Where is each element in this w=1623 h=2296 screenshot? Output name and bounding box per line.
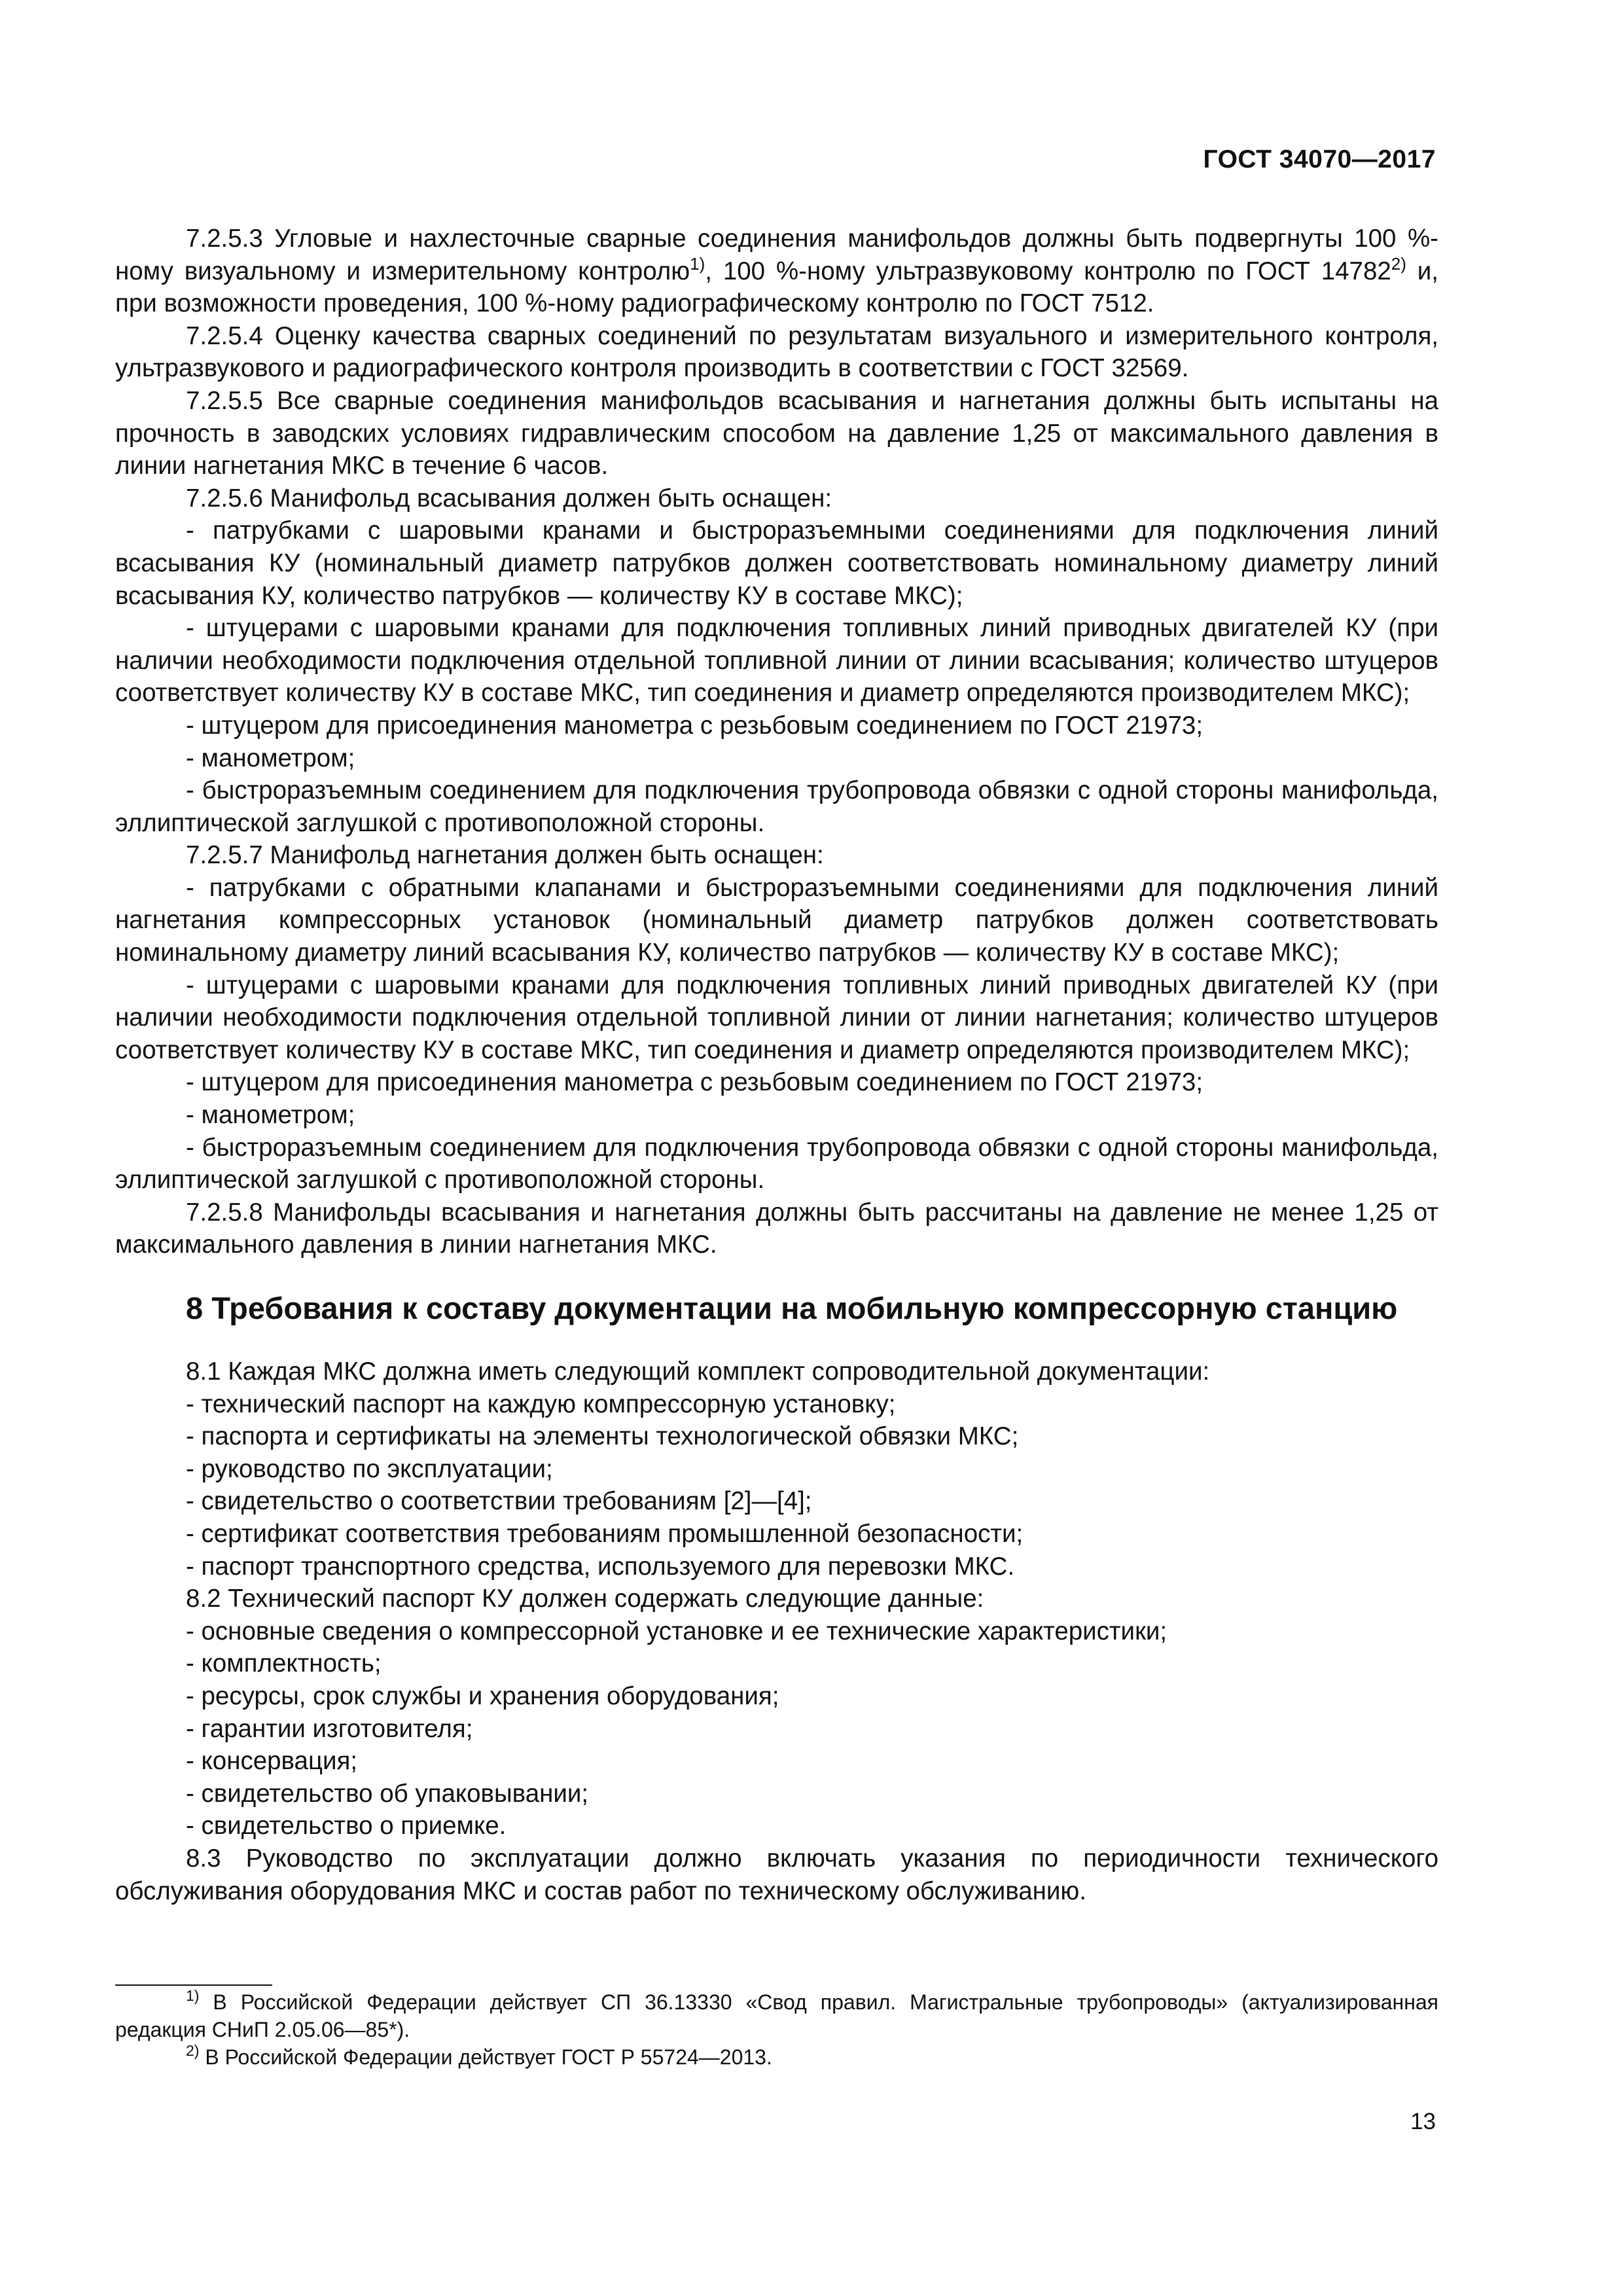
document-body (115, 223, 1438, 1907)
paragraph-text: 7.2.5.3 Угловые и нахлесточные сварные соединения манифольдов должны быть подвергнуты 100 %-ному визуальному и измерительному контролю (115, 224, 1438, 285)
list-item: - быстроразъемным соединением для подключения трубопровода обвязки с одной стороны манифольда, эллиптической заглушкой с противоположной стороны. (115, 1133, 1438, 1194)
list-item: - руководство по эксплуатации; (186, 1454, 553, 1483)
list-item: - паспорта и сертификаты на элементы технологической обвязки МКС; (186, 1422, 1019, 1451)
list-item: - ресурсы, срок службы и хранения оборудования; (186, 1681, 779, 1710)
footnote-divider (115, 1984, 272, 1986)
footnote-text: В Российской Федерации действует СП 36.13330 «Свод правил. Магистральные трубопроводы» (актуализированная редакция СНиП 2.05.06—85*). (115, 1990, 1438, 2041)
footnote-1 (115, 1988, 1438, 2043)
section-8-heading: 8 Требования к составу документации на мобильную компрессорную станцию (186, 1291, 1398, 1325)
list-item: - патрубками с шаровыми кранами и быстроразъемными соединениями для подключения линий всасывания КУ (номинальный диаметр патрубков должен соответствовать номинальному диаметру линий всасывания КУ, количество патрубков — количеству КУ в составе МКС); (115, 516, 1438, 610)
list-item: - манометром; (186, 744, 355, 772)
paragraph-7-2-5-5: 7.2.5.5 Все сварные соединения манифольдов всасывания и нагнетания должны быть испытаны на прочность в заводских условиях гидравлическим способом на давление 1,25 от максимального давления в линии нагнетания МКС в течение 6 часов. (115, 386, 1438, 480)
document-code-header: ГОСТ 34070—2017 (1203, 145, 1436, 173)
footnote-ref-2: 2) (1391, 253, 1406, 274)
footnote-2 (115, 2043, 1438, 2071)
list-item: - патрубками с обратными клапанами и быстроразъемными соединениями для подключения линий нагнетания компрессорных установок (номинальный диаметр патрубков должен соответствовать номинальному диаметру линий всасывания КУ, количество патрубков — количеству КУ в составе МКС); (115, 873, 1438, 967)
footnote-ref-1: 1) (690, 253, 705, 274)
page-number: 13 (1410, 2109, 1436, 2134)
list-item: - штуцерами с шаровыми кранами для подключения топливных линий приводных двигателей КУ (при наличии необходимости подключения отдельной топливной линии от линии нагнетания; количество штуцеров соответствует количеству КУ в составе МКС, тип соединения и диаметр определяются производителем МКС); (115, 971, 1438, 1064)
list-item: - быстроразъемным соединением для подключения трубопровода обвязки с одной стороны манифольда, эллиптической заглушкой с противоположной стороны. (115, 776, 1438, 837)
footnote-mark: 2) (186, 2042, 200, 2059)
list-item: - консервация; (186, 1747, 358, 1776)
paragraph-8-3: 8.3 Руководство по эксплуатации должно включать указания по периодичности технического обслуживания оборудования МКС и состав работ по техническому обслуживанию. (115, 1844, 1438, 1905)
list-item: - технический паспорт на каждую компрессорную установку; (186, 1390, 896, 1418)
paragraph-8-2: 8.2 Технический паспорт КУ должен содержать следующие данные: (186, 1585, 984, 1613)
paragraph-7-2-5-7: 7.2.5.7 Манифольд нагнетания должен быть оснащен: (186, 841, 824, 870)
list-item: - гарантии изготовителя; (186, 1714, 473, 1743)
paragraph-7-2-5-3 (115, 223, 1438, 320)
list-item: - свидетельство об упаковывании; (186, 1779, 589, 1808)
list-item: - манометром; (186, 1101, 355, 1130)
list-item: - свидетельство о соответствии требованиям [2]—[4]; (186, 1487, 812, 1516)
paragraph-7-2-5-4: 7.2.5.4 Оценку качества сварных соединений по результатам визуального и измерительного контроля, ультразвукового и радиографического контроля производить в соответствии с ГОСТ 32569. (115, 321, 1438, 383)
list-item: - штуцером для присоединения манометра с резьбовым соединением по ГОСТ 21973; (186, 1068, 1204, 1097)
list-item: - штуцерами с шаровыми кранами для подключения топливных линий приводных двигателей КУ (при наличии необходимости подключения отдельной топливной линии от линии всасывания; количество штуцеров соответствует количеству КУ в составе МКС, тип соединения и диаметр определяются производителем МКС); (115, 614, 1438, 708)
footnote-mark: 1) (186, 1987, 200, 2004)
list-item: - штуцером для присоединения манометра с резьбовым соединением по ГОСТ 21973; (186, 711, 1204, 740)
list-item: - сертификат соответствия требованиям промышленной безопасности; (186, 1519, 1024, 1548)
paragraph-7-2-5-8: 7.2.5.8 Манифольды всасывания и нагнетания должны быть рассчитаны на давление не менее 1,25 от максимального давления в линии нагнетания МКС. (115, 1198, 1438, 1259)
footnotes (115, 1988, 1438, 2071)
list-item: - комплектность; (186, 1649, 382, 1678)
paragraph-text: , 100 %-ному ультразвуковому контролю по ГОСТ 14782 (705, 257, 1391, 285)
paragraph-text: и, при возможности проведения, 100 %-ному радиографическому контролю по ГОСТ 7512. (115, 257, 1438, 318)
list-item: - основные сведения о компрессорной установке и ее технические характеристики; (186, 1617, 1168, 1645)
list-item: - паспорт транспортного средства, используемого для перевозки МКС. (186, 1552, 1015, 1581)
footnote-text: В Российской Федерации действует ГОСТ Р 55724—2013. (199, 2045, 772, 2069)
paragraph-7-2-5-6: 7.2.5.6 Манифольд всасывания должен быть оснащен: (186, 484, 832, 512)
list-item: - свидетельство о приемке. (186, 1812, 507, 1840)
paragraph-8-1: 8.1 Каждая МКС должна иметь следующий комплект сопроводительной документации: (186, 1357, 1210, 1386)
